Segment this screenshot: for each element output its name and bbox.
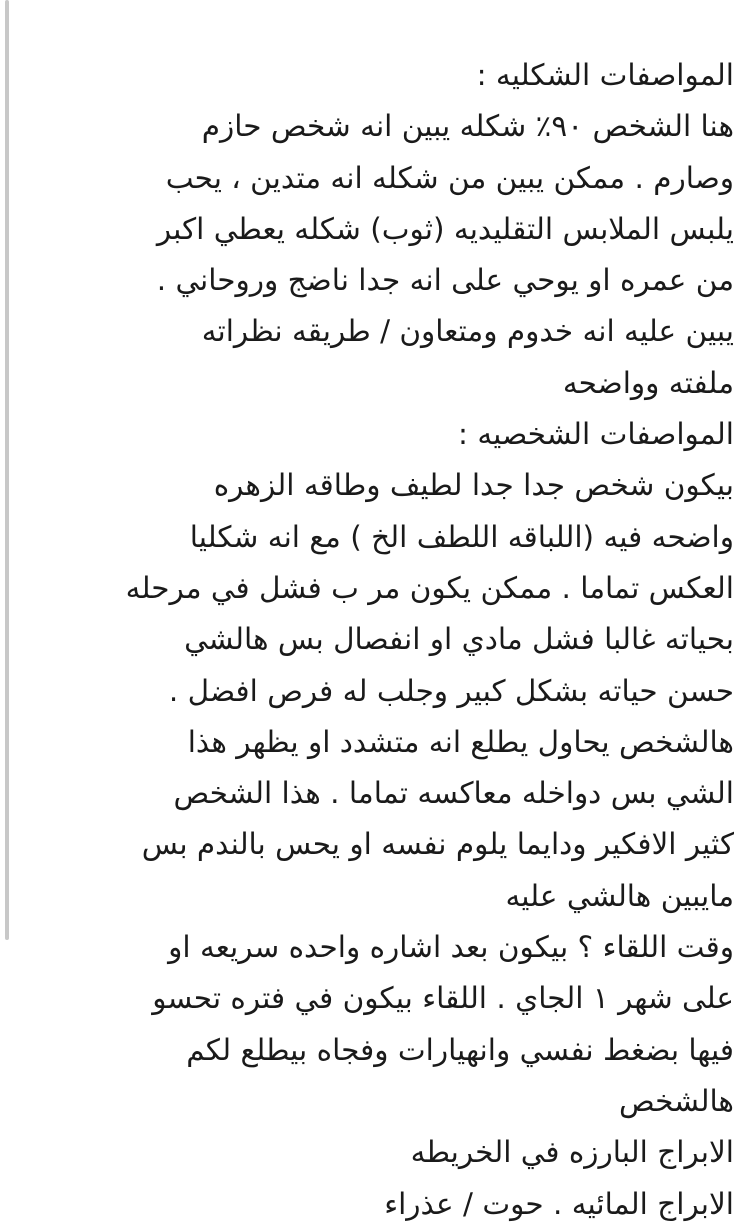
text-line: هالشخص — [618, 1083, 734, 1118]
text-line: العكس تماما . ممكن يكون مر ب فشل في مرحله — [125, 570, 734, 605]
text-line: وصارم . ممكن يبين من شكله انه متدين ، يحب — [165, 160, 734, 195]
text-line: هالشخص يحاول يطلع انه متشدد او يظهر هذا — [187, 724, 734, 759]
text-line: ملفته وواضحه — [562, 365, 734, 400]
text-line: حسن حياته بشكل كبير وجلب له فرص افضل . — [168, 673, 734, 708]
text-line: على شهر ١ الجاي . اللقاء بيكون في فتره تحسو — [152, 981, 734, 1016]
text-line: يبين عليه انه خدوم ومتعاون / طريقه نظراته — [201, 314, 734, 349]
text-line: كثير الافكير ودايما يلوم نفسه او يحس بالندم بس — [141, 827, 734, 862]
text-line: بيكون شخص جدا جدا لطيف وطاقه الزهره — [213, 468, 734, 503]
text-line: يلبس الملابس التقليديه (ثوب) شكله يعطي اكبر — [156, 211, 734, 246]
heading-appearance: المواصفات الشكليه : — [476, 58, 734, 92]
text-line: بحياته غالبا فشل مادي او انفصال بس هالشي — [184, 622, 734, 657]
text-line-meeting: وقت اللقاء ؟ بيكون بعد اشاره واحده سريعه او — [168, 930, 734, 965]
text-line: مايبين هالشي عليه — [505, 878, 734, 913]
text-line: واضحه فيه (اللباقه اللطف الخ ) مع انه شكليا — [189, 519, 734, 554]
text-line: هنا الشخص ٩٠٪ شكله يبين انه شخص حازم — [201, 109, 734, 144]
heading-signs: الابراج البارزه في الخريطه — [410, 1135, 734, 1170]
text-line: من عمره او يوحي على انه جدا ناضج وروحاني . — [156, 263, 734, 298]
heading-personality: المواصفات الشخصيه : — [458, 417, 734, 452]
note-text — [34, 50, 734, 1230]
text-line: فيها بضغط نفسي وانهيارات وفجاه بيطلع لكم — [186, 1032, 734, 1067]
scrollbar[interactable] — [5, 0, 9, 940]
text-line: الشي بس دواخله معاكسه تماما . هذا الشخص — [173, 776, 734, 811]
text-line: الابراج المائيه . حوت / عذراء — [384, 1186, 734, 1221]
